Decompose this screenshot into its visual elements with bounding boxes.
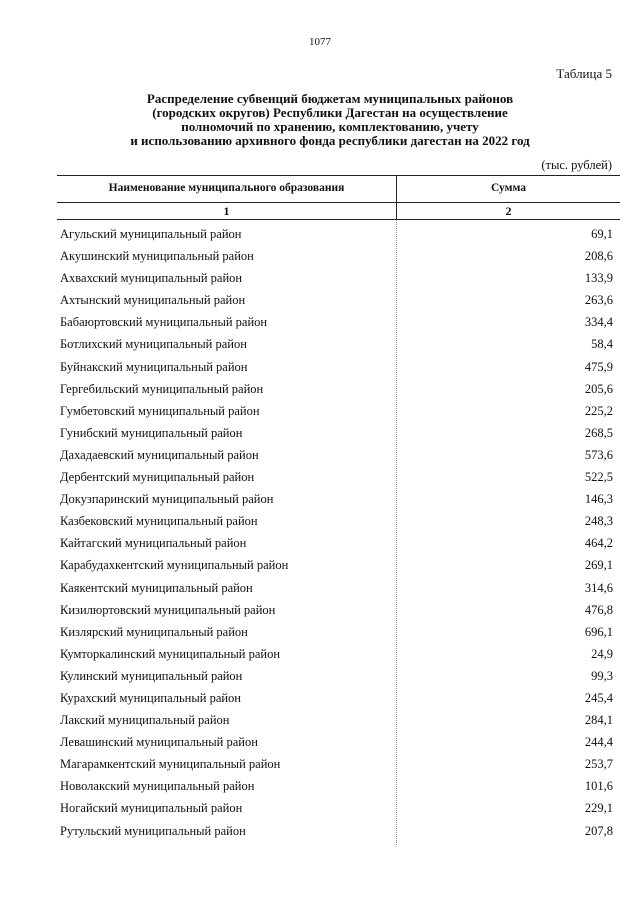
- municipality-name: Гумбетовский муниципальный район: [60, 403, 260, 418]
- title-line: и использованию архивного фонда республики дагестан на 2022 год: [130, 133, 530, 148]
- table-row: [57, 732, 620, 754]
- amount-value: 269,1: [584, 558, 613, 573]
- amount-value: 476,8: [584, 602, 613, 617]
- municipality-name: Акушинский муниципальный район: [60, 249, 254, 264]
- amount-value: 205,6: [584, 381, 613, 396]
- amount-value: 99,3: [591, 668, 613, 683]
- municipality-name: Кизлярский муниципальный район: [60, 624, 248, 639]
- table-row: [57, 754, 620, 776]
- table-row: [57, 688, 620, 710]
- title-line: Распределение субвенций бюджетам муниципальных районов: [146, 91, 514, 106]
- amount-value: 208,6: [584, 249, 613, 264]
- table-row: [57, 423, 620, 445]
- table-row: [57, 401, 620, 423]
- title-line: полномочий по хранению, комплектованию, учету: [181, 119, 479, 134]
- amount-value: 225,2: [584, 403, 613, 418]
- municipality-name: Карабудахкентский муниципальный район: [60, 558, 289, 573]
- municipality-name: Магарамкентский муниципальный район: [60, 757, 281, 772]
- title-line: (городских округов) Республики Дагестан на осуществление: [152, 105, 508, 120]
- amount-value: 573,6: [584, 447, 613, 462]
- header-divider: [57, 202, 620, 203]
- municipality-name: Рутульский муниципальный район: [60, 823, 246, 838]
- table-row: [57, 445, 620, 467]
- amount-value: 24,9: [591, 646, 613, 661]
- table-top-border: [57, 175, 620, 176]
- table-row: [57, 600, 620, 622]
- table-row: [57, 821, 620, 843]
- amount-value: 101,6: [584, 779, 613, 794]
- municipality-name: Дахадаевский муниципальный район: [60, 447, 259, 462]
- table-row: [57, 511, 620, 533]
- amount-value: 696,1: [584, 624, 613, 639]
- amount-value: 248,3: [584, 514, 613, 529]
- amount-value: 522,5: [584, 470, 613, 485]
- amount-value: 253,7: [584, 757, 613, 772]
- table-row: [57, 533, 620, 555]
- table-row: [57, 710, 620, 732]
- municipality-name: Буйнакский муниципальный район: [60, 359, 248, 374]
- municipality-name: Ботлихский муниципальный район: [60, 337, 247, 352]
- amount-value: 464,2: [584, 536, 613, 551]
- column-number-sum: 2: [505, 204, 512, 218]
- table-row: [57, 290, 620, 312]
- amount-value: 263,6: [584, 293, 613, 308]
- table-row: [57, 268, 620, 290]
- amount-value: 314,6: [584, 580, 613, 595]
- table-label: Таблица 5: [556, 66, 612, 81]
- table-row: [57, 246, 620, 268]
- column-number-divider: [57, 219, 620, 220]
- units-label: (тыс. рублей): [541, 158, 612, 172]
- column-header-sum: Сумма: [491, 182, 526, 194]
- municipality-name: Кизилюртовский муниципальный район: [60, 602, 276, 617]
- municipality-name: Кулинский муниципальный район: [60, 668, 243, 683]
- column-number-name: 1: [223, 204, 230, 218]
- municipality-name: Каякентский муниципальный район: [60, 580, 253, 595]
- municipality-name: Кумторкалинский муниципальный район: [60, 646, 281, 661]
- table-row: [57, 555, 620, 577]
- amount-value: 475,9: [584, 359, 613, 374]
- municipality-name: Ахвахский муниципальный район: [60, 271, 243, 286]
- table-row: [57, 644, 620, 666]
- table-body: [57, 224, 620, 843]
- amount-value: 133,9: [584, 271, 613, 286]
- document-title: [60, 92, 600, 148]
- table-row: [57, 357, 620, 379]
- amount-value: 229,1: [584, 801, 613, 816]
- amount-value: 58,4: [591, 337, 613, 352]
- municipality-name: Гунибский муниципальный район: [60, 425, 243, 440]
- amount-value: 69,1: [591, 227, 613, 241]
- municipality-name: Гергебильский муниципальный район: [60, 381, 264, 396]
- municipality-name: Ахтынский муниципальный район: [60, 293, 246, 308]
- municipality-name: Кайтагский муниципальный район: [60, 536, 247, 551]
- amount-value: 146,3: [584, 492, 613, 507]
- municipality-name: Казбековский муниципальный район: [60, 514, 258, 529]
- table-row: [57, 578, 620, 600]
- amount-value: 334,4: [584, 315, 613, 330]
- amount-value: 207,8: [584, 823, 613, 838]
- table-row: [57, 224, 620, 246]
- municipality-name: Новолакский муниципальный район: [60, 779, 255, 794]
- table-row: [57, 776, 620, 798]
- amount-value: 268,5: [584, 425, 613, 440]
- table-row: [57, 622, 620, 644]
- table-row: [57, 379, 620, 401]
- page-number: 1077: [309, 36, 331, 48]
- municipality-name: Левашинский муниципальный район: [60, 735, 258, 750]
- table-row: [57, 798, 620, 820]
- municipality-name: Лакский муниципальный район: [60, 713, 230, 728]
- table-row: [57, 666, 620, 688]
- municipality-name: Дербентский муниципальный район: [60, 470, 255, 485]
- table-row: [57, 489, 620, 511]
- municipality-name: Докузпаринский муниципальный район: [60, 492, 274, 507]
- amount-value: 244,4: [584, 735, 613, 750]
- table-row: [57, 312, 620, 334]
- table-row: [57, 467, 620, 489]
- amount-value: 284,1: [584, 713, 613, 728]
- table-row: [57, 334, 620, 356]
- municipality-name: Бабаюртовский муниципальный район: [60, 315, 268, 330]
- municipality-name: Ногайский муниципальный район: [60, 801, 243, 816]
- municipality-name: Агульский муниципальный район: [60, 227, 242, 241]
- amount-value: 245,4: [584, 690, 613, 705]
- column-header-name: Наименование муниципального образования: [108, 182, 345, 194]
- municipality-name: Курахский муниципальный район: [60, 690, 241, 705]
